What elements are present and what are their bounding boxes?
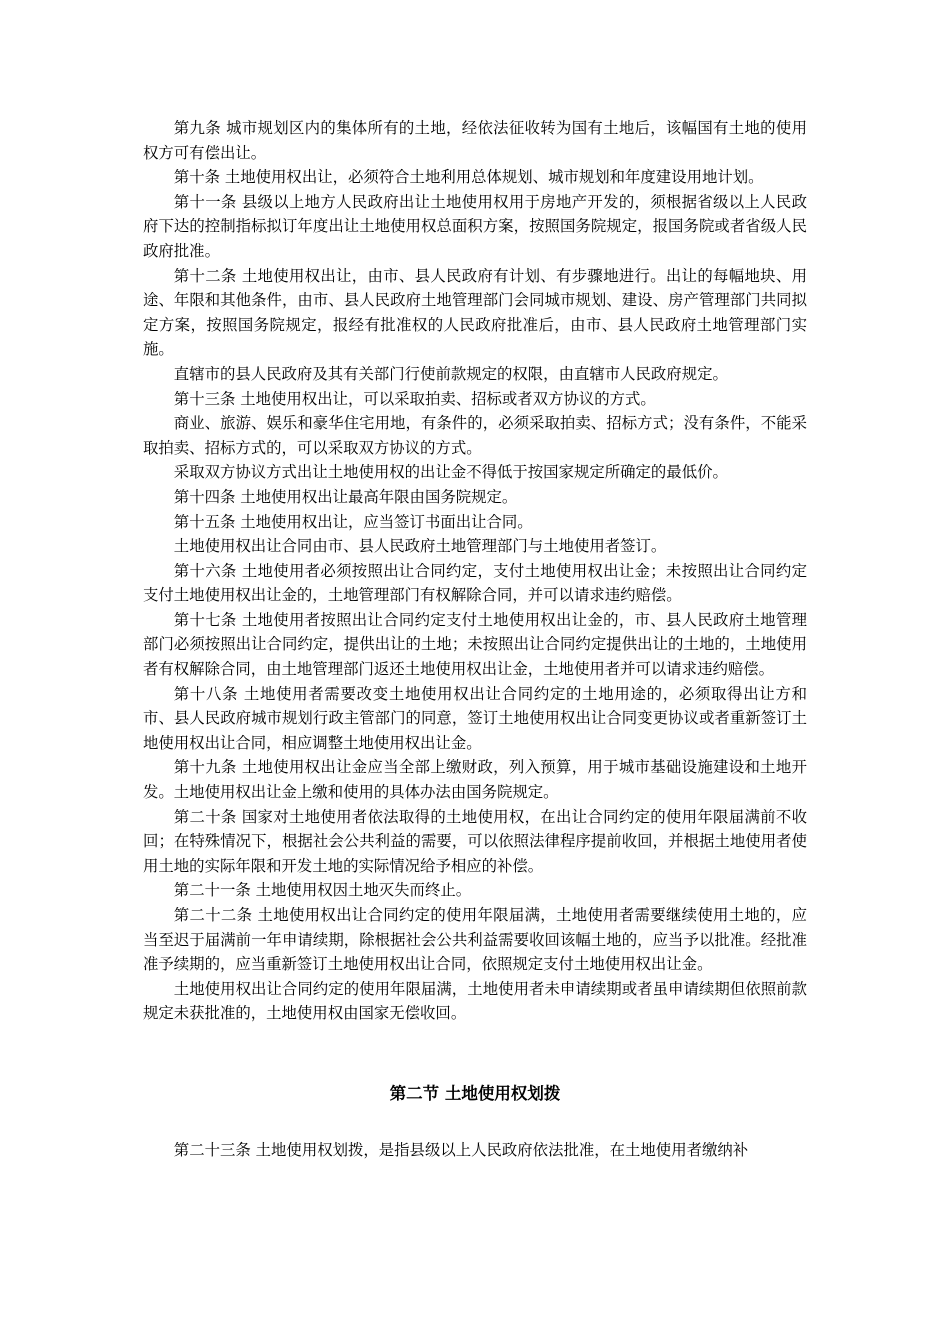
article-12-clause-paragraph: 直辖市的县人民政府及其有关部门行使前款规定的权限，由直辖市人民政府规定。 [173,364,728,383]
article-19-paragraph: 第十九条 土地使用权出让金应当全部上缴财政，列入预算，用于城市基础设施建设和土地开发。土地使用权出让金上缴和使用的具体办法由国务院规定。 [143,758,807,802]
article-list [143,116,807,1026]
article-22-clause-paragraph: 土地使用权出让合同约定的使用年限届满，土地使用者未申请续期或者虽申请续期但依照前款规定未获批准的，土地使用权由国家无偿收回。 [143,979,807,1023]
article-15-paragraph: 第十五条 土地使用权出让，应当签订书面出让合同。 [173,512,533,531]
article-22-paragraph: 第二十二条 土地使用权出让合同约定的使用年限届满，土地使用者需要继续使用土地的，应当至迟于届满前一年申请续期，除根据社会公共利益需要收回该幅土地的，应当予以批准。经批准准予续期的，应当重新签订土地使用权出让合同，依照规定支付土地使用权出让金。 [143,906,807,974]
article-18-paragraph: 第十八条 土地使用者需要改变土地使用权出让合同约定的土地用途的，必须取得出让方和市、县人民政府城市规划行政主管部门的同意，签订土地使用权出让合同变更协议或者重新签订土地使用权出让合同，相应调整土地使用权出让金。 [143,684,807,752]
article-9-paragraph: 第九条 城市规划区内的集体所有的土地，经依法征收转为国有土地后，该幅国有土地的使用权方可有偿出让。 [143,119,807,162]
section-heading: 第二节 土地使用权划拨 [389,1083,561,1103]
article-12-paragraph: 第十二条 土地使用权出让，由市、县人民政府有计划、有步骤地进行。出让的每幅地块、用途、年限和其他条件，由市、县人民政府土地管理部门会同城市规划、建设、房产管理部门共同拟定方案，按照国务院规定，报经有批准权的人民政府批准后，由市、县人民政府土地管理部门实施。 [143,266,807,359]
article-13-clause-1-paragraph: 商业、旅游、娱乐和豪华住宅用地，有条件的，必须采取拍卖、招标方式；没有条件，不能采取拍卖、招标方式的，可以采取双方协议的方式。 [143,414,807,457]
document-page [143,116,807,1162]
article-16-paragraph: 第十六条 土地使用者必须按照出让合同约定，支付土地使用权出让金；未按照出让合同约定支付土地使用权出让金的，土地管理部门有权解除合同，并可以请求违约赔偿。 [143,561,807,605]
article-14-paragraph: 第十四条 土地使用权出让最高年限由国务院规定。 [173,487,518,506]
article-20-paragraph: 第二十条 国家对土地使用者依法取得的土地使用权，在出让合同约定的使用年限届满前不收回；在特殊情况下，根据社会公共利益的需要，可以依照法律程序提前收回，并根据土地使用者使用土地的实际年限和开发土地的实际情况给予相应的补偿。 [143,807,807,875]
article-23-paragraph: 第二十三条 土地使用权划拨，是指县级以上人民政府依法批准，在土地使用者缴纳补 [173,1140,749,1159]
article-21-paragraph: 第二十一条 土地使用权因土地灭失而终止。 [173,881,472,900]
article-17-paragraph: 第十七条 土地使用者按照出让合同约定支付土地使用权出让金的，市、县人民政府土地管理部门必须按照出让合同约定，提供出让的土地；未按照出让合同约定提供出让的土地的，土地使用者有权解除合同，由土地管理部门返还土地使用权出让金，土地使用者并可以请求违约赔偿。 [143,610,807,679]
article-11-paragraph: 第十一条 县级以上地方人民政府出让土地使用权用于房地产开发的，须根据省级以上人民政府下达的控制指标拟订年度出让土地使用权总面积方案，按照国务院规定，报国务院或者省级人民政府批准。 [143,192,807,260]
article-10-paragraph: 第十条 土地使用权出让，必须符合土地利用总体规划、城市规划和年度建设用地计划。 [173,168,764,187]
article-13-clause-2-paragraph: 采取双方协议方式出让土地使用权的出让金不得低于按国家规定所确定的最低价。 [173,463,728,482]
article-15-clause-paragraph: 土地使用权出让合同由市、县人民政府土地管理部门与土地使用者签订。 [173,537,667,556]
article-13-paragraph: 第十三条 土地使用权出让，可以采取拍卖、招标或者双方协议的方式。 [173,389,656,408]
